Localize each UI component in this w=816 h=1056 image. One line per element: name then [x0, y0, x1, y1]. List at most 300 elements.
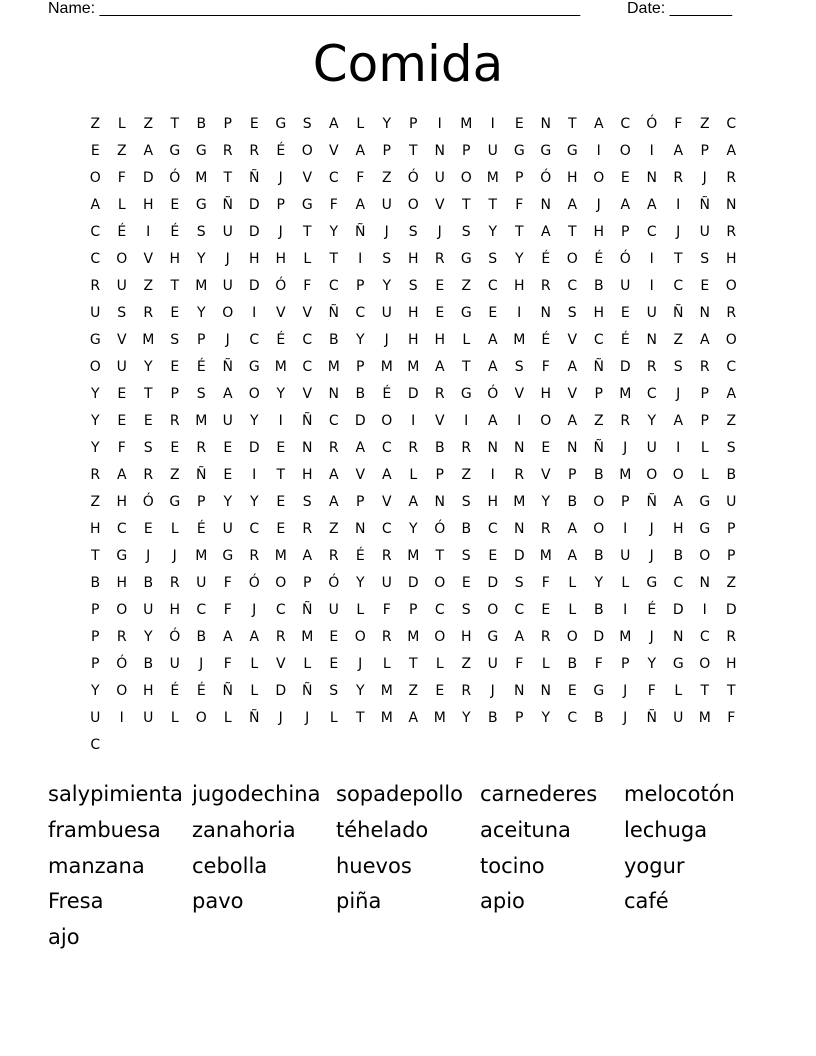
grid-letter: L — [223, 710, 232, 726]
grid-letter: M — [619, 629, 632, 645]
grid-letter: U — [381, 197, 392, 213]
grid-letter: T — [302, 224, 312, 240]
grid-letter: J — [225, 332, 230, 348]
grid-letter: C — [302, 332, 313, 348]
grid-letter: Ñ — [646, 494, 657, 510]
grid-letter: C — [593, 332, 604, 348]
grid-letter: S — [514, 359, 524, 375]
grid-letter: S — [170, 332, 180, 348]
grid-letter: U — [620, 278, 631, 294]
grid-letter: R — [540, 521, 551, 537]
grid-letter: R — [434, 386, 445, 402]
grid-letter: R — [620, 413, 631, 429]
grid-letter: P — [700, 413, 709, 429]
grid-letter: Y — [382, 278, 392, 294]
grid-letter: Ñ — [249, 170, 260, 186]
grid-letter: D — [407, 386, 419, 402]
word-list-item: carnederes — [480, 782, 598, 806]
grid-letter: E — [541, 440, 551, 456]
grid-letter: H — [407, 332, 419, 348]
grid-letter: I — [649, 251, 654, 267]
grid-letter: H — [142, 683, 154, 699]
grid-letter: S — [408, 278, 418, 294]
grid-letter: J — [702, 170, 707, 186]
grid-letter: Z — [593, 413, 604, 429]
grid-letter: O — [195, 710, 207, 726]
grid-letter: J — [676, 386, 681, 402]
grid-letter: O — [116, 683, 128, 699]
grid-letter: Y — [355, 683, 365, 699]
word-list-item: téhelado — [336, 817, 429, 842]
word-list-item: zanahoria — [192, 817, 296, 842]
grid-letter: O — [354, 629, 366, 645]
grid-letter: A — [699, 332, 710, 348]
grid-letter: D — [248, 197, 260, 213]
grid-letter: U — [90, 305, 101, 321]
grid-letter: S — [461, 224, 471, 240]
grid-letter: R — [461, 440, 472, 456]
grid-letter: E — [117, 386, 127, 402]
grid-letter: C — [90, 737, 101, 753]
grid-letter: A — [328, 467, 339, 483]
grid-letter: N — [514, 683, 525, 699]
grid-letter: A — [646, 197, 657, 213]
grid-letter: L — [329, 710, 338, 726]
grid-letter: E — [90, 143, 100, 159]
grid-letter: Ó — [487, 386, 499, 402]
grid-letter: Y — [329, 224, 339, 240]
grid-letter: E — [620, 170, 630, 186]
grid-letter: G — [301, 197, 313, 213]
word-search-grid — [82, 111, 745, 759]
word-list-item: huevos — [336, 853, 412, 878]
grid-letter: L — [303, 656, 312, 672]
grid-letter: E — [143, 413, 153, 429]
grid-letter: G — [460, 386, 472, 402]
grid-letter: V — [567, 386, 578, 402]
grid-letter: P — [303, 575, 312, 591]
grid-letter: O — [248, 386, 260, 402]
grid-letter: G — [275, 116, 287, 132]
grid-letter: A — [567, 548, 578, 564]
grid-letter: I — [278, 413, 283, 429]
grid-letter: R — [381, 629, 392, 645]
word-list-item: piña — [336, 889, 382, 914]
grid-letter: F — [674, 116, 683, 132]
grid-letter: S — [329, 683, 339, 699]
grid-letter: U — [222, 278, 233, 294]
word-list-item: pavo — [192, 889, 244, 914]
grid-letter: G — [487, 629, 499, 645]
grid-letter: U — [222, 413, 233, 429]
grid-letter: P — [515, 710, 524, 726]
grid-letter: S — [461, 494, 471, 510]
grid-letter: Ñ — [222, 359, 233, 375]
grid-letter: T — [567, 116, 577, 132]
grid-letter: Y — [90, 386, 100, 402]
grid-letter: C — [673, 278, 684, 294]
grid-letter: M — [195, 170, 208, 186]
grid-letter: T — [170, 278, 180, 294]
grid-letter: B — [567, 494, 578, 510]
grid-letter: Ñ — [699, 197, 710, 213]
grid-letter: Ó — [275, 278, 287, 294]
grid-letter: Z — [461, 278, 472, 294]
grid-letter: N — [673, 629, 684, 645]
grid-letter: O — [593, 494, 605, 510]
grid-letter: Z — [143, 116, 154, 132]
grid-letter: B — [143, 656, 154, 672]
grid-letter: M — [407, 629, 420, 645]
grid-letter: R — [461, 683, 472, 699]
grid-letter: S — [461, 602, 471, 618]
grid-letter: B — [593, 278, 604, 294]
grid-letter: L — [621, 575, 630, 591]
grid-letter: D — [619, 359, 631, 375]
grid-letter: É — [276, 332, 286, 348]
grid-letter: C — [275, 602, 286, 618]
grid-letter: S — [143, 440, 153, 456]
grid-letter: C — [699, 629, 710, 645]
grid-letter: G — [248, 359, 260, 375]
grid-letter: F — [223, 602, 232, 618]
grid-letter: U — [143, 602, 154, 618]
grid-letter: J — [172, 548, 177, 564]
grid-letter: Z — [328, 521, 339, 537]
grid-letter: Z — [699, 116, 710, 132]
grid-letter: J — [623, 710, 628, 726]
grid-letter: A — [222, 386, 233, 402]
grid-letter: P — [91, 656, 100, 672]
grid-letter: P — [409, 602, 418, 618]
grid-letter: F — [594, 656, 603, 672]
grid-letter: Z — [90, 116, 101, 132]
grid-letter: Z — [461, 467, 472, 483]
grid-letter: N — [699, 305, 710, 321]
grid-letter: V — [302, 170, 313, 186]
grid-letter: L — [568, 575, 577, 591]
word-list-item: frambuesa — [48, 817, 161, 842]
grid-letter: R — [408, 440, 419, 456]
grid-letter: T — [223, 170, 233, 186]
grid-letter: J — [199, 656, 204, 672]
word-list-item: ajo — [48, 925, 80, 950]
grid-letter: N — [514, 440, 525, 456]
grid-letter: O — [646, 467, 658, 483]
grid-letter: R — [222, 143, 233, 159]
grid-letter: M — [539, 548, 552, 564]
grid-letter: U — [328, 602, 339, 618]
grid-letter: R — [514, 467, 525, 483]
grid-letter: É — [620, 332, 630, 348]
grid-letter: I — [517, 305, 522, 321]
grid-letter: O — [434, 575, 446, 591]
grid-letter: I — [649, 143, 654, 159]
grid-letter: V — [302, 386, 313, 402]
grid-letter: G — [195, 143, 207, 159]
grid-letter: Z — [673, 332, 684, 348]
grid-letter: S — [514, 575, 524, 591]
grid-letter: Ñ — [646, 710, 657, 726]
grid-letter: N — [355, 521, 366, 537]
grid-letter: I — [252, 305, 257, 321]
grid-letter: E — [276, 494, 286, 510]
date-field-label: Date: _______ — [627, 0, 732, 17]
grid-letter: J — [278, 710, 283, 726]
word-list-item: café — [624, 889, 669, 914]
grid-letter: E — [117, 413, 127, 429]
grid-letter: D — [513, 548, 525, 564]
grid-letter: Y — [594, 575, 604, 591]
grid-letter: A — [567, 197, 578, 213]
grid-letter: G — [646, 575, 658, 591]
grid-letter: É — [117, 224, 127, 240]
grid-letter: T — [435, 548, 445, 564]
grid-letter: G — [513, 143, 525, 159]
grid-letter: S — [700, 251, 710, 267]
grid-letter: H — [725, 251, 737, 267]
grid-letter: H — [434, 332, 446, 348]
grid-letter: A — [355, 143, 366, 159]
grid-letter: A — [249, 629, 260, 645]
grid-letter: H — [89, 521, 101, 537]
grid-letter: E — [170, 440, 180, 456]
grid-letter: Z — [90, 494, 101, 510]
grid-letter: B — [143, 575, 154, 591]
grid-letter: H — [142, 197, 154, 213]
grid-letter: A — [381, 467, 392, 483]
grid-letter: C — [328, 278, 339, 294]
grid-letter: V — [116, 332, 127, 348]
grid-letter: E — [700, 278, 710, 294]
grid-letter: S — [302, 494, 312, 510]
grid-letter: D — [354, 413, 366, 429]
grid-letter: J — [649, 521, 654, 537]
grid-letter: R — [726, 170, 737, 186]
grid-letter: M — [619, 467, 632, 483]
grid-letter: D — [725, 602, 737, 618]
header-line — [48, 0, 748, 18]
grid-letter: N — [514, 521, 525, 537]
grid-letter: N — [540, 116, 551, 132]
grid-letter: S — [488, 251, 498, 267]
grid-letter: I — [702, 602, 707, 618]
grid-letter: P — [197, 332, 206, 348]
grid-letter: N — [302, 440, 313, 456]
grid-letter: H — [169, 251, 181, 267]
grid-letter: O — [566, 629, 578, 645]
grid-letter: U — [646, 305, 657, 321]
word-list-item: tocino — [480, 853, 545, 878]
grid-letter: É — [594, 251, 604, 267]
grid-letter: Y — [223, 494, 233, 510]
grid-letter: R — [646, 359, 657, 375]
grid-letter: N — [487, 440, 498, 456]
grid-letter: O — [699, 656, 711, 672]
grid-letter: J — [437, 224, 442, 240]
grid-letter: S — [117, 305, 127, 321]
grid-letter: H — [116, 575, 128, 591]
grid-letter: R — [381, 548, 392, 564]
grid-letter: J — [384, 224, 389, 240]
grid-letter: Y — [488, 224, 498, 240]
grid-letter: Y — [143, 629, 153, 645]
grid-letter: F — [329, 197, 338, 213]
grid-letter: Z — [381, 170, 392, 186]
grid-letter: M — [195, 548, 208, 564]
name-field-label: Name: ______________________________________________________ — [48, 0, 581, 17]
grid-letter: Ó — [407, 170, 419, 186]
grid-letter: T — [143, 386, 153, 402]
grid-letter: I — [437, 116, 442, 132]
grid-letter: Ñ — [302, 683, 313, 699]
grid-letter: O — [593, 170, 605, 186]
grid-letter: E — [276, 521, 286, 537]
grid-letter: J — [146, 548, 151, 564]
grid-letter: O — [381, 413, 393, 429]
grid-letter: Ñ — [302, 413, 313, 429]
grid-letter: C — [328, 170, 339, 186]
grid-letter: A — [302, 548, 313, 564]
grid-letter: E — [223, 467, 233, 483]
grid-letter: Y — [90, 683, 100, 699]
grid-letter: G — [672, 656, 684, 672]
grid-letter: D — [248, 224, 260, 240]
grid-letter: I — [596, 143, 601, 159]
grid-letter: O — [434, 629, 446, 645]
grid-letter: J — [252, 602, 257, 618]
grid-letter: C — [249, 332, 260, 348]
grid-letter: E — [249, 116, 259, 132]
grid-letter: R — [249, 143, 260, 159]
grid-letter: Y — [143, 359, 153, 375]
grid-letter: F — [223, 575, 232, 591]
grid-letter: V — [328, 143, 339, 159]
grid-letter: P — [170, 386, 179, 402]
grid-letter: E — [567, 683, 577, 699]
grid-letter: N — [540, 683, 551, 699]
grid-letter: I — [411, 413, 416, 429]
grid-letter: L — [303, 251, 312, 267]
grid-letter: O — [699, 548, 711, 564]
grid-letter: U — [90, 710, 101, 726]
grid-letter: F — [541, 575, 550, 591]
grid-letter: C — [646, 386, 657, 402]
grid-letter: P — [356, 278, 365, 294]
grid-letter: I — [676, 440, 681, 456]
grid-letter: F — [117, 170, 126, 186]
grid-letter: C — [381, 521, 392, 537]
grid-letter: U — [699, 224, 710, 240]
grid-letter: P — [356, 359, 365, 375]
grid-letter: C — [620, 116, 631, 132]
grid-letter: O — [672, 467, 684, 483]
grid-letter: R — [540, 278, 551, 294]
grid-letter: A — [434, 359, 445, 375]
grid-letter: A — [355, 197, 366, 213]
grid-letter: G — [540, 143, 552, 159]
grid-letter: É — [541, 251, 551, 267]
grid-letter: C — [487, 521, 498, 537]
grid-letter: C — [646, 224, 657, 240]
grid-letter: A — [726, 143, 737, 159]
grid-letter: A — [116, 467, 127, 483]
grid-letter: L — [382, 656, 391, 672]
grid-letter: J — [305, 710, 310, 726]
grid-letter: T — [461, 197, 471, 213]
grid-letter: B — [593, 467, 604, 483]
word-list-item: yogur — [624, 853, 685, 878]
grid-letter: B — [90, 575, 101, 591]
grid-letter: Ñ — [593, 359, 604, 375]
grid-letter: O — [116, 602, 128, 618]
grid-letter: E — [329, 656, 339, 672]
grid-letter: Z — [726, 575, 737, 591]
grid-letter: E — [170, 197, 180, 213]
grid-letter: M — [460, 116, 473, 132]
grid-letter: S — [196, 386, 206, 402]
grid-letter: F — [647, 683, 656, 699]
grid-letter: B — [487, 710, 498, 726]
word-list-item: aceituna — [480, 817, 571, 842]
grid-letter: Ñ — [196, 467, 207, 483]
grid-letter: Ñ — [593, 440, 604, 456]
grid-letter: Y — [249, 413, 259, 429]
grid-letter: C — [514, 602, 525, 618]
grid-letter: T — [90, 548, 100, 564]
grid-letter: Y — [461, 710, 471, 726]
grid-letter: B — [567, 656, 578, 672]
grid-letter: Ñ — [302, 602, 313, 618]
grid-letter: R — [434, 251, 445, 267]
grid-letter: R — [302, 521, 313, 537]
grid-letter: J — [278, 224, 283, 240]
grid-letter: E — [170, 305, 180, 321]
grid-letter: H — [407, 305, 419, 321]
grid-letter: I — [623, 602, 628, 618]
grid-letter: E — [488, 305, 498, 321]
grid-letter: S — [302, 116, 312, 132]
grid-letter: J — [676, 224, 681, 240]
grid-letter: É — [196, 359, 206, 375]
grid-letter: C — [726, 359, 737, 375]
grid-letter: J — [649, 548, 654, 564]
grid-letter: C — [90, 224, 101, 240]
grid-letter: V — [514, 386, 525, 402]
grid-letter: L — [541, 656, 550, 672]
grid-letter: L — [700, 440, 709, 456]
grid-letter: C — [726, 116, 737, 132]
grid-letter: Ñ — [673, 305, 684, 321]
grid-letter: D — [248, 440, 260, 456]
grid-letter: U — [487, 656, 498, 672]
grid-letter: R — [249, 548, 260, 564]
grid-letter: P — [594, 386, 603, 402]
grid-letter: A — [90, 197, 101, 213]
grid-letter: H — [407, 251, 419, 267]
grid-letter: A — [487, 332, 498, 348]
grid-letter: I — [623, 521, 628, 537]
grid-letter: F — [382, 602, 391, 618]
grid-letter: Ó — [248, 575, 260, 591]
grid-letter: R — [143, 305, 154, 321]
grid-letter: T — [329, 251, 339, 267]
grid-letter: Ñ — [249, 710, 260, 726]
grid-letter: G — [460, 305, 472, 321]
grid-letter: M — [486, 170, 499, 186]
grid-letter: P — [515, 170, 524, 186]
grid-letter: N — [328, 386, 339, 402]
